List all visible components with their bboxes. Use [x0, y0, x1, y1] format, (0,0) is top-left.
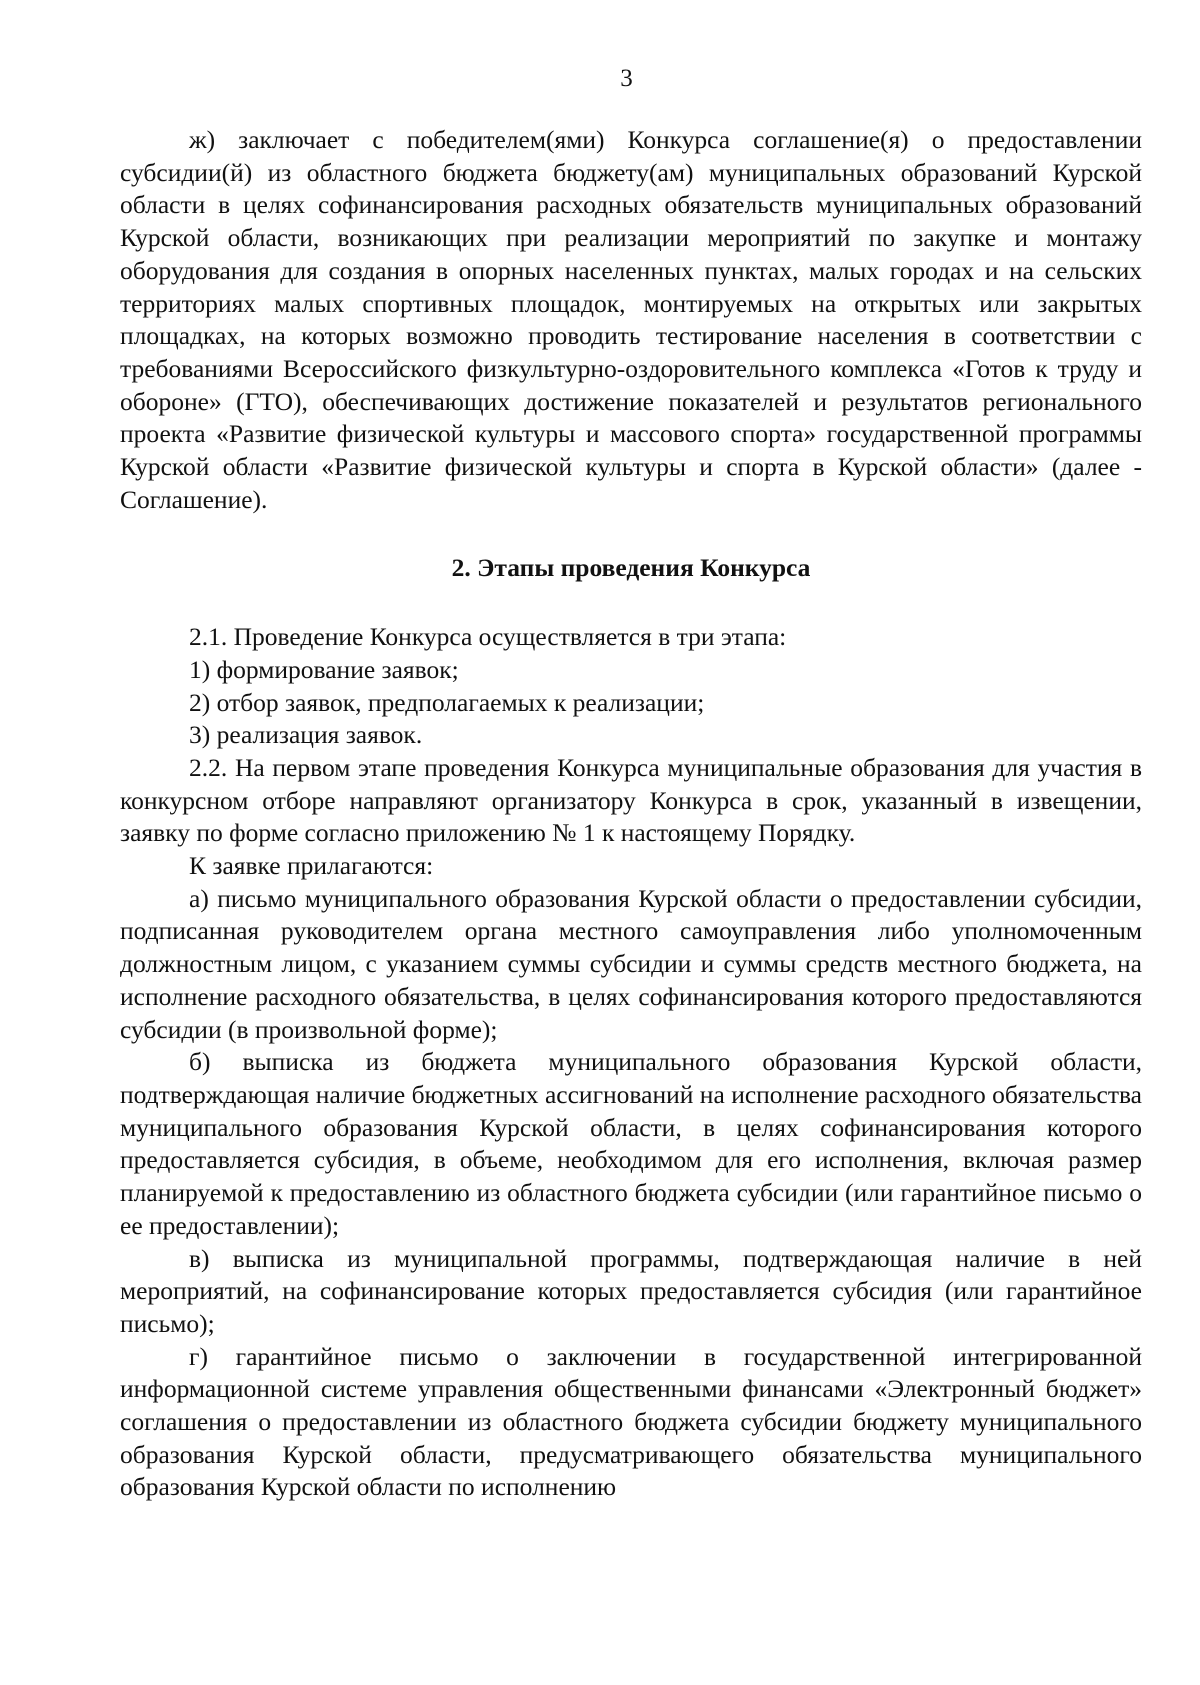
paragraph-b: б) выписка из бюджета муниципального образования Курской области, подтверждающая наличие бюджетных ассигнований на исполнение расходного обязательства муниципального образования Курской области, в целях софинансирования которого предоставляется субсидия, в объеме, необходимом для его исполнения, включая размер планируемой к предоставлению из областного бюджета субсидии (или гарантийное письмо о ее предоставлении); [120, 1047, 1142, 1240]
paragraph-attachments-intro: К заявке прилагаются: [189, 851, 434, 881]
paragraph-2-1: 2.1. Проведение Конкурса осуществляется в три этапа: [189, 622, 787, 652]
paragraph-zh: ж) заключает с победителем(ями) Конкурса соглашение(я) о предоставлении субсидии(й) из областного бюджета бюджету(ам) муниципальных образований Курской области в целях софинансирования расходных обязательств муниципальных образований Курской области, возникающих при реализации мероприятий по закупке и монтажу оборудования для создания в опорных населенных пунктах, малых городах и на сельских территориях малых спортивных площадок, монтируемых на открытых или закрытых площадках, на которых возможно проводить тестирование населения в соответствии с требованиями Всероссийского физкультурно-оздоровительного комплекса «Готов к труду и обороне» (ГТО), обеспечивающих достижение показателей и результатов регионального проекта «Развитие физической культуры и массового спорта» государственной программы Курской области «Развитие физической культуры и спорта в Курской области» (далее - Соглашение). [120, 125, 1142, 514]
section-heading: 2. Этапы проведения Конкурса [451, 553, 811, 583]
list-item-3: 3) реализация заявок. [189, 720, 423, 750]
paragraph-v: в) выписка из муниципальной программы, подтверждающая наличие в ней мероприятий, на софинансирование которых предоставляется субсидия (или гарантийное письмо); [120, 1243, 1142, 1338]
page-number: 3 [620, 65, 633, 92]
list-item-2: 2) отбор заявок, предполагаемых к реализации; [189, 687, 705, 717]
document-body [120, 124, 1142, 1504]
list-item-1: 1) формирование заявок; [189, 654, 459, 684]
paragraph-g: г) гарантийное письмо о заключении в государственной интегрированной информационной системе управления общественными финансами «Электронный бюджет» соглашения о предоставлении из областного бюджета субсидии бюджету муниципального образования Курской области, предусматривающего обязательства муниципального образования Курской области по исполнению [120, 1341, 1142, 1502]
paragraph-a: а) письмо муниципального образования Курской области о предоставлении субсидии, подписанная руководителем органа местного самоуправления либо уполномоченным должностным лицом, с указанием суммы субсидии и суммы средств местного бюджета, на исполнение расходного обязательства, в целях софинансирования которого предоставляются субсидии (в произвольной форме); [120, 883, 1142, 1044]
paragraph-2-2: 2.2. На первом этапе проведения Конкурса муниципальные образования для участия в конкурсном отборе направляют организатору Конкурса в срок, указанный в извещении, заявку по форме согласно приложению № 1 к настоящему Порядку. [120, 752, 1142, 848]
